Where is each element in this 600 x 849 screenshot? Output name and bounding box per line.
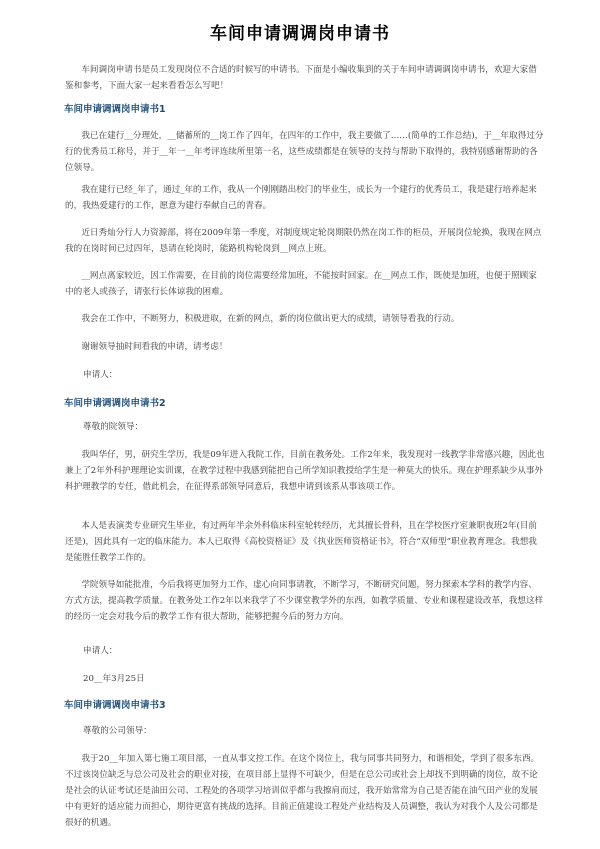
intro-paragraph: 车间调岗申请书是员工发现岗位不合适的时候写的申请书。下面是小编收集到的关于车间申请调调岗申请书，欢迎大家借鉴和参考，下面大家一起来看看怎么写吧！ [65,65,537,91]
section-1-paragraph-2: 我在建行已经_年了，通过_年的工作，我从一个刚刚踏出校门的毕业生，成长为一个建行的优秀员工，我是建行培养起来的，我热爱建行的工作，愿意为建行奉献自己的青春。 [65,185,537,211]
section-2-paragraph-3: 学院领导如能批准，今后我将更加努力工作，虚心向同事请教，不断学习，不断研究问题，努力探索本学科的教学内容、方式方法，提高教学质量。在教务处工作2年以来我学了不少课堂教学外的东西，如教学质量、专业和课程建设改革，我想这样的经历一定会对我今后的教学工作有很大帮助，能够把握今后的努力方向。 [65,580,544,622]
section-1-paragraph-3: 近日秀灿分行人力资源部，将在2009年第一季度，对制度规定轮岗期限仍然在岗工作的柜员，开展岗位轮换，我现在网点我的在岗时间已过四年，恳请在轮岗时，能路机构轮岗到__网点上班。 [65,228,542,254]
section-2-salutation: 尊敬的院领导： [83,422,144,432]
section-3-salutation: 尊敬的公司领导： [83,726,152,736]
section-2-signature: 申请人： [83,646,118,656]
section-2-heading: 车间申请调调岗申请书2 [64,398,166,409]
section-2-paragraph-2: 本人是表演类专业研究生毕业，有过两年半余外科临床科室轮转经历，尤其擅长骨科，且在学校医疗室兼职夜班2年(目前还是)，因此具有一定的临床能力。本人已取得《高校资格证》及《执业医师资格证书》，符合“双师型”职业教育理念。我想我是能胜任教学工作的。 [65,521,538,563]
section-1-signature: 申请人： [83,370,118,380]
section-1-paragraph-4: __网点离家较近，因工作需要，在目前的岗位需要经常加班，不能按时回家。在__网点工作，既使是加班，也便于照顾家中的老人或孩子，请张行长体谅我的困难。 [65,271,537,297]
section-1-paragraph-6: 谢谢领导抽时间看我的申请，请考虑！ [81,342,228,352]
section-1-paragraph-1: 我已在建行__分理处，__储蓄所的__岗工作了四年，在四年的工作中，我主要做了……(简单的工作总结)，于__年取得过分行的优秀员工称号，并于__年一__年考评连续所里第一名，这些成绩都是在领导的支持与帮助下取得的，我特别感谢帮助的各位领导。 [65,131,544,173]
section-3-paragraph-1: 我于20__年加入第七施工项目部，一直从事文控工作。在这个岗位上，我与同事共同努力，和谐相处，学到了很多东西。不过该岗位缺乏与总公司及社会的职业对接，在项目部上显得不可缺少，但是在总公司或社会上却找不到明确的岗位，故不论是社会的认证考试还是油田公司、工程处的各项学习培训似乎都与我擦肩而过，我开始常常为自己是否能在油气田产业的发展中有更好的适应能力而担心，期待更富有挑战的选择。目前正值建设工程处产业结构及人员调整，我认为对我个人及公司都是很好的机遇。 [65,754,540,828]
page-title: 车间申请调调岗申请书 [210,24,390,44]
section-1-paragraph-5: 我会在工作中，不断努力，积极进取，在新的网点，新的岗位做出更大的成绩，请领导看我的行动。 [81,314,460,324]
section-2-paragraph-1: 我叫华仔，男，研究生学历，我是09年进入我院工作，目前在教务处。工作2年来，我发现对一线教学非常感兴趣，因此也兼上了2年外科护理理论实训课，在教学过程中我感到能把自己所学知识教授给学生是一种莫大的快乐。现在护理系缺少从事外科护理教学的专任，借此机会，在征得系部领导同意后，我想申请到该系从事该项工作。 [65,450,545,492]
section-3-heading: 车间申请调调岗申请书3 [64,700,166,711]
section-2-date: 20__年3月25日 [83,674,145,684]
section-1-heading: 车间申请调调岗申请书1 [64,104,166,115]
